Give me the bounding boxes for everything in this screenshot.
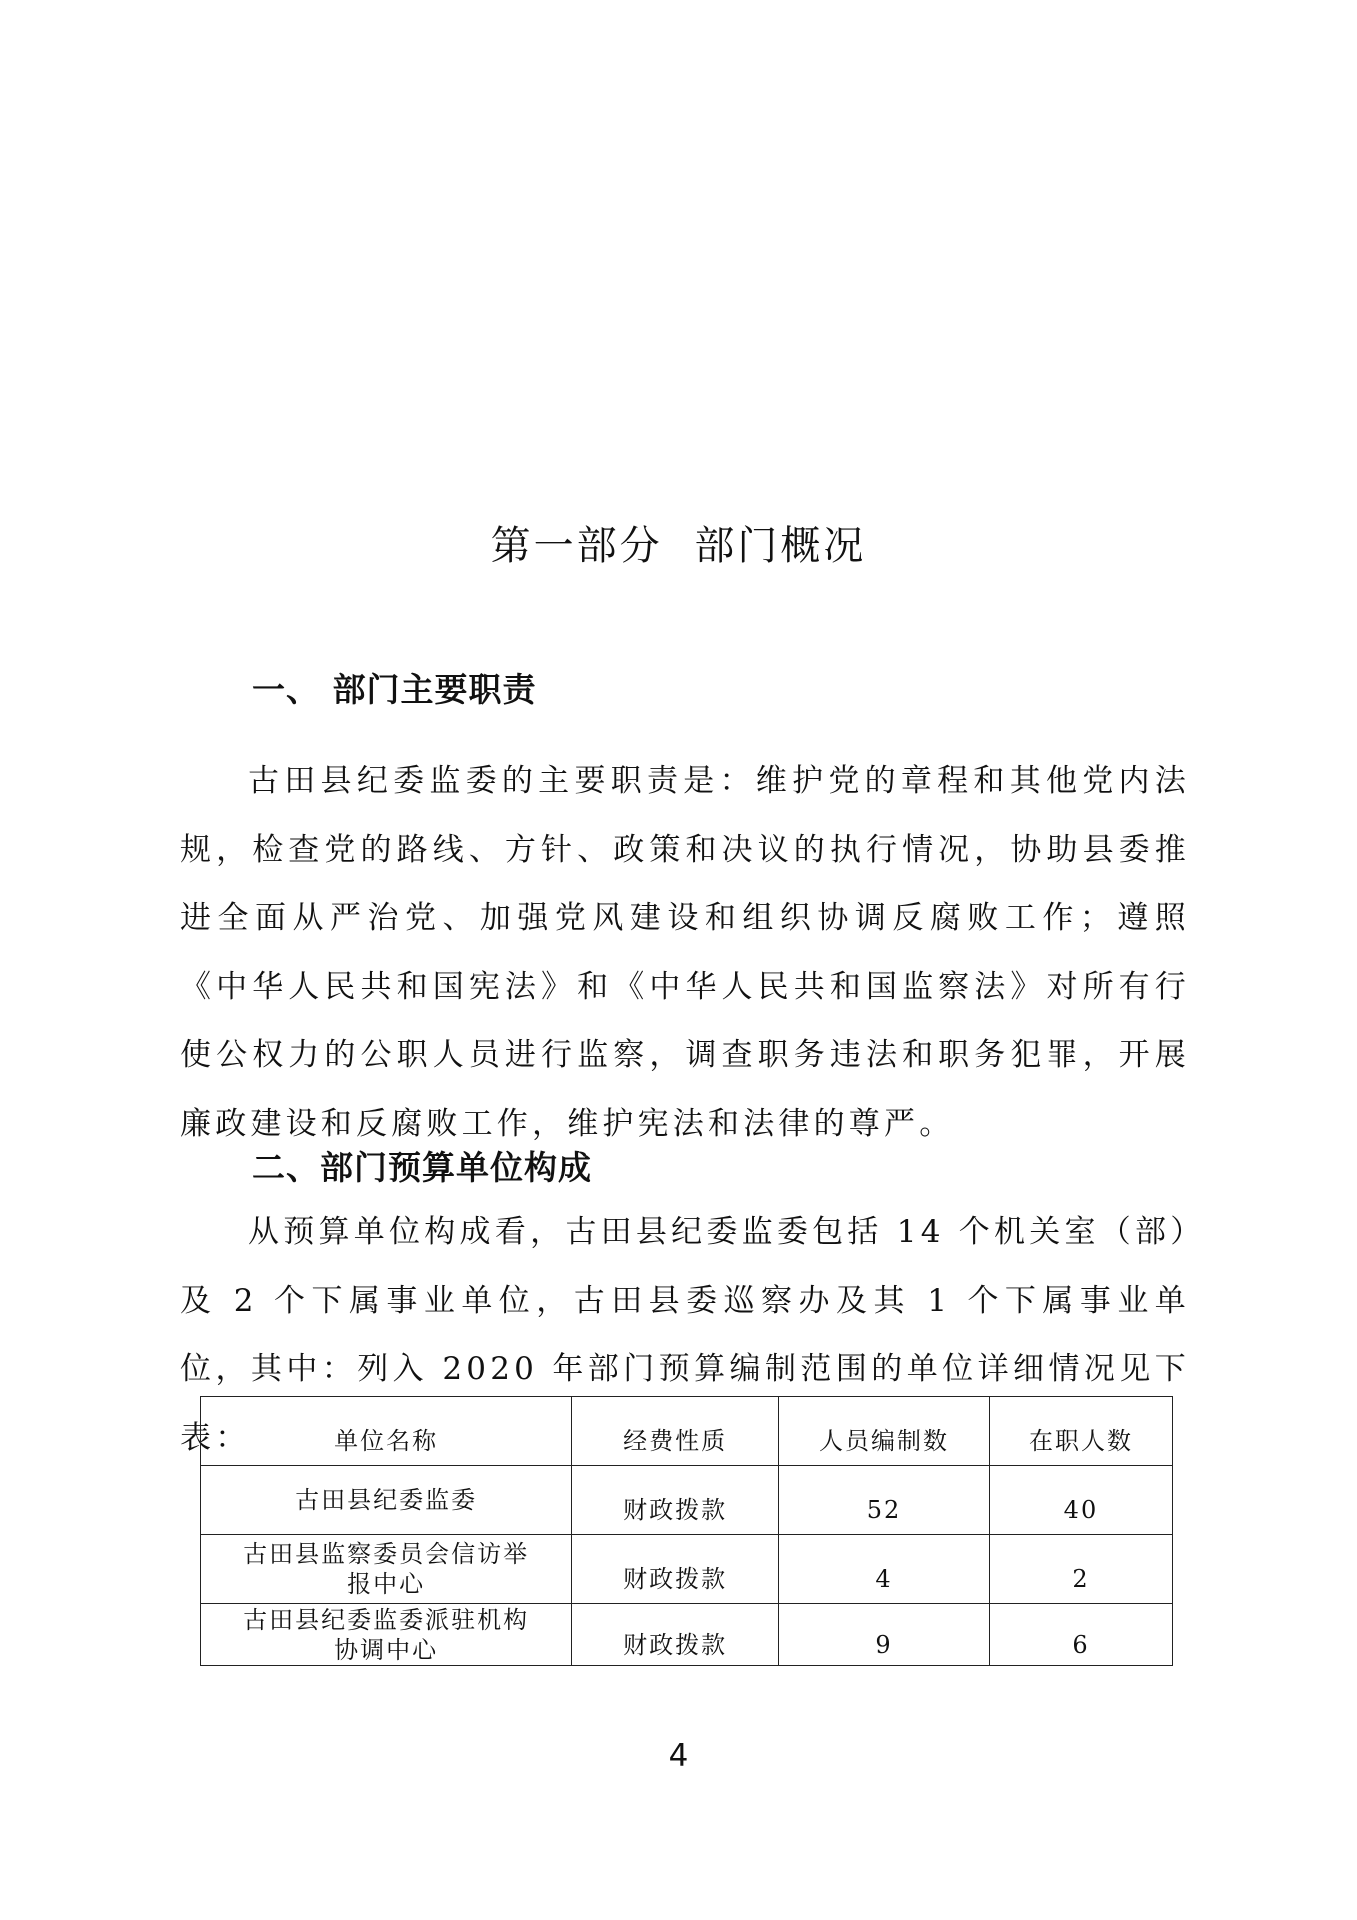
section-heading-budget-units: 二、部门预算单位构成 [252, 1148, 592, 1187]
staff-quota-cell: 4 [779, 1535, 990, 1604]
column-header-staff-quota: 人员编制数 [779, 1397, 990, 1466]
table-row [201, 1466, 1173, 1535]
current-staff-cell: 40 [989, 1466, 1172, 1535]
section-paragraph-duties: 古田县纪委监委的主要职责是：维护党的章程和其他党内法规，检查党的路线、方针、政策和决议的执行情况，协助县委推进全面从严治党、加强党风建设和组织协调反腐败工作；遵照《中华人民共和国宪法》和《中华人民共和国监察法》对所有行使公权力的公职人员进行监察，调查职务违法和职务犯罪，开展廉政建设和反腐败工作，维护宪法和法律的尊严。 [180, 763, 1190, 1142]
table-row [201, 1604, 1173, 1666]
funding-type-cell: 财政拨款 [572, 1535, 779, 1604]
budget-units-table [200, 1396, 1173, 1666]
table-header-row [201, 1397, 1173, 1466]
page-number: 4 [668, 1738, 689, 1774]
unit-name-cell: 古田县纪委监委 [201, 1466, 572, 1535]
column-header-funding-type: 经费性质 [572, 1397, 779, 1466]
staff-quota-cell: 52 [779, 1466, 990, 1535]
table-row [201, 1535, 1173, 1604]
section-heading-duties: 一、 部门主要职责 [252, 670, 537, 709]
unit-name-cell: 古田县纪委监委派驻机构协调中心 [201, 1604, 572, 1666]
section-paragraph-budget-units: 从预算单位构成看，古田县纪委监委包括 14 个机关室（部）及 2 个下属事业单位，古田县委巡察办及其 1 个下属事业单位，其中：列入 2020 年部门预算编制范围的单位详细情况见下表： [180, 1214, 1190, 1456]
unit-name-cell: 古田县监察委员会信访举报中心 [201, 1535, 572, 1604]
funding-type-cell: 财政拨款 [572, 1466, 779, 1535]
column-header-current-staff: 在职人数 [989, 1397, 1172, 1466]
funding-type-cell: 财政拨款 [572, 1604, 779, 1666]
column-header-unit-name: 单位名称 [201, 1397, 572, 1466]
page-title: 第一部分 部门概况 [490, 523, 867, 569]
current-staff-cell: 2 [989, 1535, 1172, 1604]
staff-quota-cell: 9 [779, 1604, 990, 1666]
current-staff-cell: 6 [989, 1604, 1172, 1666]
